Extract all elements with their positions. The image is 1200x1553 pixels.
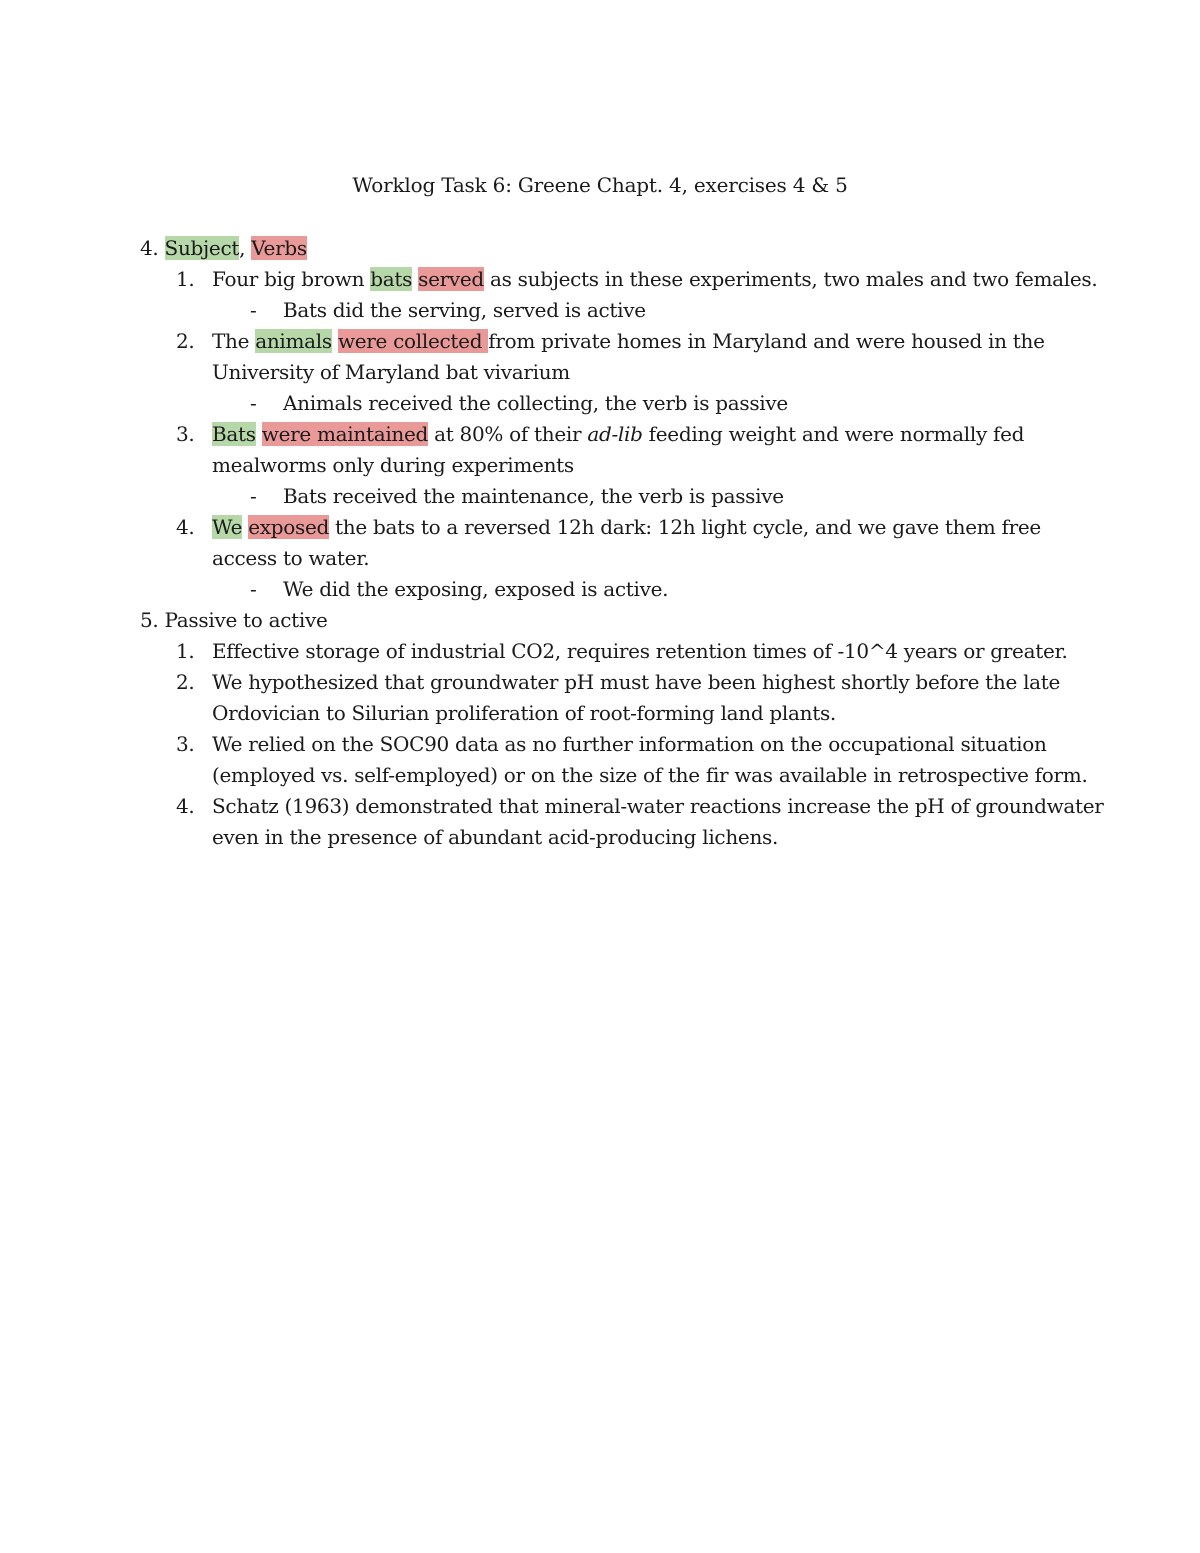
section-4-heading: [140, 233, 307, 264]
dash-bullet: -: [250, 298, 257, 322]
item-text: as subjects in these experiments, two males and two females.: [483, 267, 1098, 291]
subject-highlight: animals: [255, 329, 332, 353]
section-label: Passive to active: [164, 608, 328, 632]
verb-highlight: were collected: [337, 329, 489, 353]
item-text: at 80% of their: [428, 422, 588, 446]
item-text-continued: Ordovician to Silurian proliferation of root-forming land plants.: [212, 701, 836, 725]
comma: ,: [239, 236, 246, 260]
subject-label: Subject: [164, 236, 240, 260]
item-number: 2.: [176, 329, 195, 353]
list-item-text: [212, 326, 1045, 357]
list-item-text: [212, 419, 1024, 450]
dash-bullet: -: [250, 484, 257, 508]
section-5-heading: [140, 605, 327, 636]
item-number: 3.: [176, 422, 195, 446]
item-text-continued: mealworms only during experiments: [212, 453, 574, 477]
item-note: Bats received the maintenance, the verb is passive: [283, 484, 784, 508]
item-text-continued: University of Maryland bat vivarium: [212, 360, 570, 384]
item-text: the bats to a reversed 12h dark: 12h light cycle, and we gave them free: [329, 515, 1041, 539]
page-title: Worklog Task 6: Greene Chapt. 4, exercises 4 & 5: [352, 173, 848, 197]
list-item-text: We hypothesized that groundwater pH must have been highest shortly before the late: [212, 670, 1061, 694]
verbs-label: Verbs: [251, 236, 307, 260]
item-text-continued: even in the presence of abundant acid-producing lichens.: [212, 825, 779, 849]
item-number: 2.: [176, 670, 195, 694]
item-text-continued: access to water.: [212, 546, 370, 570]
item-note: We did the exposing, exposed is active.: [283, 577, 669, 601]
list-item: [176, 264, 194, 295]
item-number: 4.: [176, 515, 195, 539]
verb-highlight: served: [418, 267, 484, 291]
item-number: 1.: [176, 267, 195, 291]
italic-term: ad-lib: [587, 422, 643, 446]
list-item-text: [212, 512, 1041, 543]
list-item-text: [212, 264, 1097, 295]
item-text-continued: (employed vs. self-employed) or on the size of the fir was available in retrospective form.: [212, 763, 1088, 787]
item-text: feeding weight and were normally fed: [642, 422, 1025, 446]
item-text: from private homes in Maryland and were housed in the: [488, 329, 1045, 353]
subject-highlight: We: [212, 515, 243, 539]
section-number: 5.: [140, 608, 159, 632]
verb-highlight: were maintained: [261, 422, 429, 446]
item-note: Bats did the serving, served is active: [283, 298, 646, 322]
item-number: 1.: [176, 639, 195, 663]
subject-highlight: Bats: [212, 422, 256, 446]
list-item-text: We relied on the SOC90 data as no further information on the occupational situation: [212, 732, 1047, 756]
item-note: Animals received the collecting, the verb is passive: [283, 391, 788, 415]
item-number: 3.: [176, 732, 195, 756]
section-number: 4.: [140, 236, 159, 260]
subject-highlight: bats: [370, 267, 413, 291]
list-item-text: Schatz (1963) demonstrated that mineral-water reactions increase the pH of groundwater: [212, 794, 1104, 818]
item-number: 4.: [176, 794, 195, 818]
dash-bullet: -: [250, 391, 257, 415]
verb-highlight: exposed: [248, 515, 329, 539]
item-text: Four big brown: [212, 267, 371, 291]
dash-bullet: -: [250, 577, 257, 601]
item-text: The: [212, 329, 256, 353]
list-item-text: Effective storage of industrial CO2, requires retention times of -10^4 years or greater.: [212, 639, 1068, 663]
